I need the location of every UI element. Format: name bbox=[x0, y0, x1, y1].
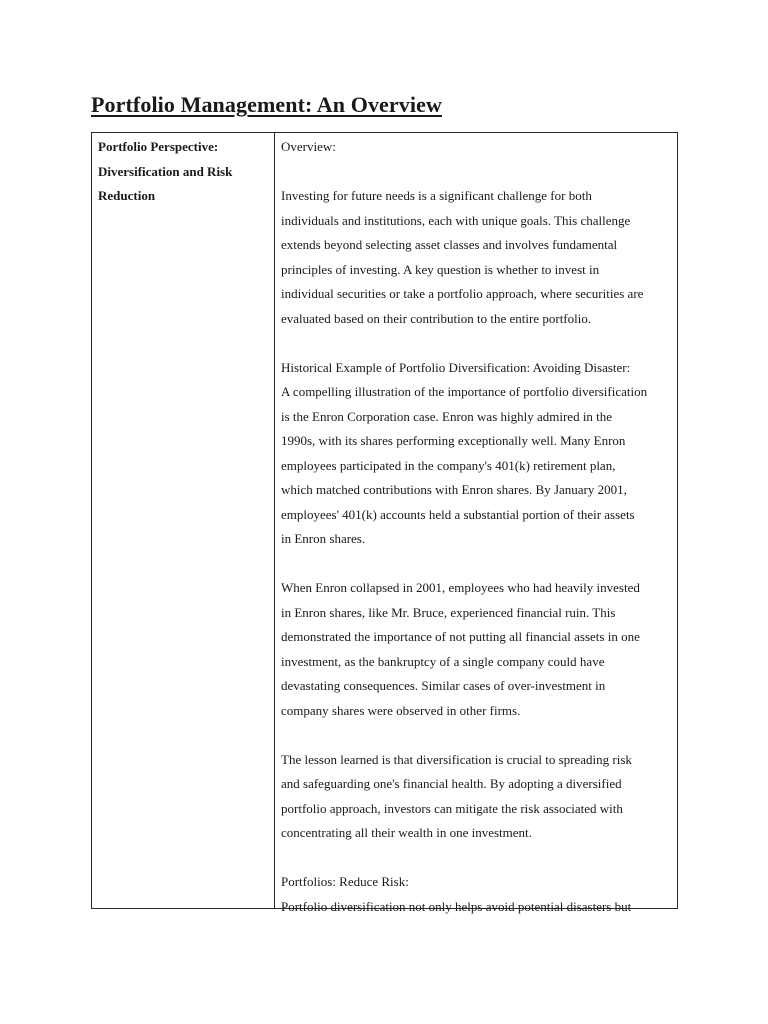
text-line: Investing for future needs is a significant challenge for both bbox=[281, 188, 592, 203]
text-line: 1990s, with its shares performing exceptionally well. Many Enron bbox=[281, 433, 626, 448]
historical-heading: Historical Example of Portfolio Diversification: Avoiding Disaster: bbox=[281, 359, 631, 375]
text-line: devastating consequences. Similar cases of over-investment in bbox=[281, 678, 606, 693]
topic-label-line: Portfolio Perspective: bbox=[98, 139, 219, 154]
text-line: individuals and institutions, each with unique goals. This challenge bbox=[281, 212, 631, 228]
text-line: which matched contributions with Enron shares. By January 2001, bbox=[281, 482, 627, 497]
text-line: in Enron shares, like Mr. Bruce, experienced financial ruin. This bbox=[281, 604, 616, 620]
text-line: principles of investing. A key question is whether to invest in bbox=[281, 261, 600, 277]
text-line: employees participated in the company's 401(k) retirement plan, bbox=[281, 457, 616, 473]
content-table bbox=[91, 132, 678, 914]
paragraph-investing bbox=[281, 184, 671, 331]
reduce-risk-heading: Portfolios: Reduce Risk: bbox=[281, 874, 409, 889]
text-line: company shares were observed in other firms. bbox=[281, 702, 521, 718]
text-line: investment, as the bankruptcy of a single company could have bbox=[281, 653, 605, 669]
paragraph-gap bbox=[281, 331, 671, 356]
body-cell bbox=[275, 133, 677, 914]
text-line: portfolio approach, investors can mitigate the risk associated with bbox=[281, 800, 623, 816]
text-line: The lesson learned is that diversification is crucial to spreading risk bbox=[281, 751, 632, 767]
paragraph-reduce-risk bbox=[281, 895, 671, 920]
paragraph-gap bbox=[281, 846, 671, 871]
topic-label-line: Diversification and Risk bbox=[98, 163, 233, 179]
text-line: When Enron collapsed in 2001, employees who had heavily invested bbox=[281, 580, 640, 595]
text-line: concentrating all their wealth in one investment. bbox=[281, 825, 532, 840]
page-title: Portfolio Management: An Overview bbox=[91, 92, 442, 117]
overview-heading: Overview: bbox=[281, 139, 336, 154]
paragraph-gap bbox=[281, 160, 671, 185]
text-line: in Enron shares. bbox=[281, 531, 366, 546]
paragraph-lesson bbox=[281, 748, 671, 846]
topic-label-line: Reduction bbox=[98, 188, 156, 203]
text-line: demonstrated the importance of not putting all financial assets in one bbox=[281, 629, 640, 644]
paragraph-enron bbox=[281, 380, 671, 552]
paragraph-gap bbox=[281, 552, 671, 577]
text-line: Portfolio diversification not only helps avoid potential disasters but bbox=[281, 898, 632, 914]
text-line: evaluated based on their contribution to the entire portfolio. bbox=[281, 310, 592, 326]
text-line: extends beyond selecting asset classes and involves fundamental bbox=[281, 237, 618, 252]
text-line: individual securities or take a portfolio approach, where securities are bbox=[281, 286, 644, 301]
paragraph-collapse bbox=[281, 576, 671, 723]
text-line: A compelling illustration of the importance of portfolio diversification bbox=[281, 384, 648, 399]
text-line: is the Enron Corporation case. Enron was highly admired in the bbox=[281, 408, 613, 424]
topic-cell bbox=[92, 133, 275, 908]
text-line: employees' 401(k) accounts held a substantial portion of their assets bbox=[281, 506, 635, 522]
text-line: and safeguarding one's financial health. By adopting a diversified bbox=[281, 776, 622, 791]
paragraph-gap bbox=[281, 723, 671, 748]
